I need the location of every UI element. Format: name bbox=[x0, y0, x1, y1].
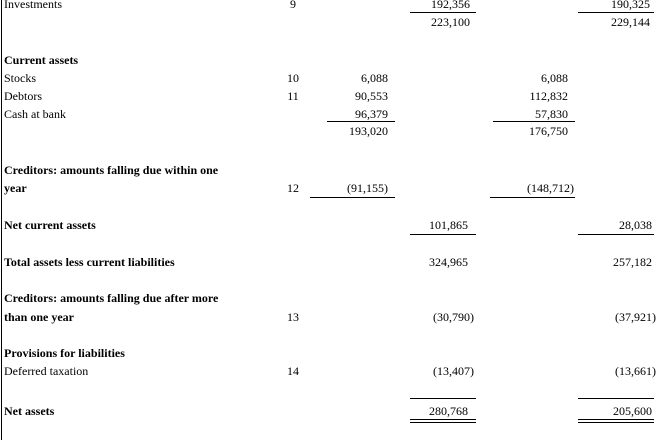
deferred-note: 14 bbox=[287, 364, 299, 378]
net-assets-col4-rule-top bbox=[578, 398, 654, 399]
current-col1-rule bbox=[327, 121, 395, 122]
debtors-col3: 112,832 bbox=[529, 89, 568, 103]
net-assets-col2-rule-1 bbox=[410, 419, 476, 420]
deferred-col4: (13,661) bbox=[615, 364, 656, 378]
creditors-within-label-1: Creditors: amounts falling due within one bbox=[4, 163, 219, 177]
debtors-col1: 90,553 bbox=[355, 89, 388, 103]
net-assets-col2: 280,768 bbox=[429, 404, 468, 418]
creditors-after-note: 13 bbox=[287, 310, 299, 324]
creditors-after-col4: (37,921) bbox=[615, 310, 656, 324]
net-assets-col4: 205,600 bbox=[613, 404, 652, 418]
left-border bbox=[1, 0, 2, 440]
net-current-label: Net current assets bbox=[4, 218, 96, 232]
current-total-col3: 176,750 bbox=[529, 124, 568, 138]
net-current-col2: 101,865 bbox=[429, 218, 468, 232]
net-current-col4-rule bbox=[578, 234, 654, 235]
investments-col4-total: 229,144 bbox=[611, 15, 650, 29]
cash-col1: 96,379 bbox=[355, 107, 388, 121]
current-total-col1: 193,020 bbox=[349, 124, 388, 138]
investments-label: Investments bbox=[4, 0, 62, 11]
creditors-within-label-2: year bbox=[4, 181, 27, 195]
current-col3-rule bbox=[493, 121, 575, 122]
creditors-after-label-1: Creditors: amounts falling due after more bbox=[4, 291, 219, 305]
investments-col2-rule bbox=[410, 12, 476, 13]
creditors-within-col1-rule bbox=[310, 197, 395, 198]
investments-col2-total: 223,100 bbox=[431, 15, 470, 29]
debtors-label: Debtors bbox=[4, 89, 42, 103]
net-assets-col4-rule-1 bbox=[578, 419, 654, 420]
creditors-within-col1: (91,155) bbox=[347, 181, 388, 195]
creditors-after-label-2: than one year bbox=[4, 310, 74, 324]
net-current-col2-rule bbox=[410, 234, 476, 235]
creditors-after-col2: (30,790) bbox=[433, 310, 474, 324]
current-assets-heading: Current assets bbox=[4, 53, 79, 67]
total-less-label: Total assets less current liabilities bbox=[4, 255, 175, 269]
net-assets-col2-rule-2 bbox=[410, 422, 476, 423]
stocks-label: Stocks bbox=[4, 71, 37, 85]
investments-note: 9 bbox=[290, 0, 296, 11]
total-less-col2: 324,965 bbox=[429, 255, 468, 269]
deferred-col2: (13,407) bbox=[433, 364, 474, 378]
investments-col4-rule bbox=[578, 12, 654, 13]
creditors-within-note: 12 bbox=[287, 181, 299, 195]
creditors-within-col3: (148,712) bbox=[527, 181, 574, 195]
investments-col4: 190,325 bbox=[611, 0, 650, 11]
net-assets-col4-rule-2 bbox=[578, 422, 654, 423]
net-assets-col2-rule-top bbox=[410, 398, 476, 399]
net-assets-label: Net assets bbox=[4, 404, 55, 418]
provisions-heading: Provisions for liabilities bbox=[4, 346, 125, 360]
stocks-col1: 6,088 bbox=[361, 71, 388, 85]
stocks-col3: 6,088 bbox=[541, 71, 568, 85]
total-less-col4: 257,182 bbox=[613, 255, 652, 269]
investments-col2: 192,356 bbox=[431, 0, 470, 11]
creditors-within-col3-rule bbox=[490, 197, 575, 198]
stocks-note: 10 bbox=[287, 71, 299, 85]
deferred-label: Deferred taxation bbox=[4, 364, 89, 378]
debtors-note: 11 bbox=[287, 89, 299, 103]
cash-label: Cash at bank bbox=[4, 107, 66, 121]
cash-col3: 57,830 bbox=[535, 107, 568, 121]
net-current-col4: 28,038 bbox=[619, 218, 652, 232]
